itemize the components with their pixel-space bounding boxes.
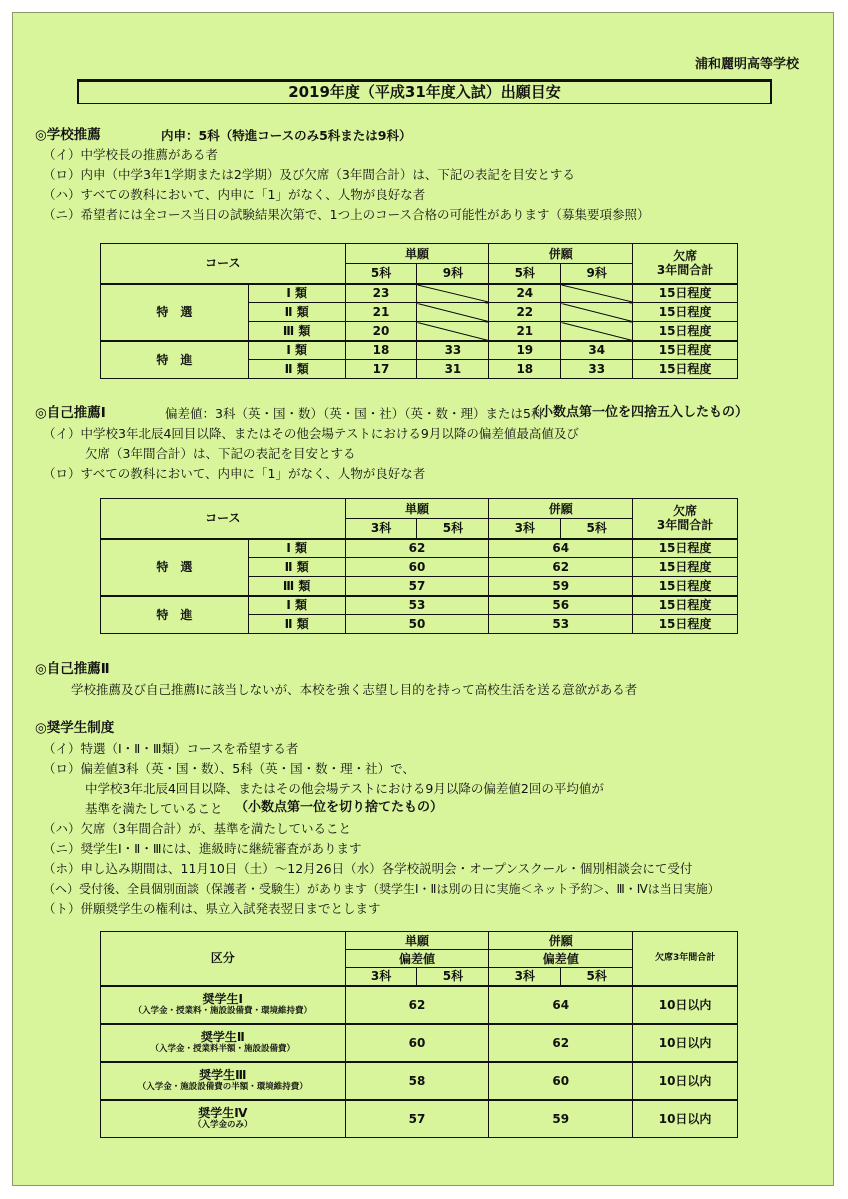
scholarship-tier: 奨学生Ⅲ （入学金・施設設備費の半額・環境維持費）: [101, 1062, 346, 1100]
table-cell: 60: [345, 1024, 489, 1062]
table-cell: 62: [345, 539, 489, 558]
table-cell: 15日程度: [633, 577, 738, 596]
table-cell: 18: [489, 360, 561, 379]
class-label: Ⅰ 類: [248, 341, 345, 360]
self-rec1-subject-note: 偏差値：3科（英・国・数）（英・国・社）（英・数・理）または5科: [165, 406, 544, 421]
class-label: Ⅲ 類: [248, 577, 345, 596]
scholarship-item: 基準を満たしていること: [85, 801, 223, 816]
scholarship-rounding: （小数点第一位を切り捨てたもの）: [235, 800, 444, 815]
col-sub: 5科: [561, 519, 633, 539]
col-sub: 5科: [417, 519, 489, 539]
self-rec2-text: 学校推薦及び自己推薦Ⅰに該当しないが、本校を強く志望し目的を持って高校生活を送る意欲がある者: [71, 682, 638, 697]
scholarship-tier: 奨学生Ⅱ （入学金・授業料半額・施設設備費）: [101, 1024, 346, 1062]
col-sub: 9科: [417, 264, 489, 284]
class-label: Ⅱ 類: [248, 615, 345, 634]
class-label: Ⅱ 類: [248, 360, 345, 379]
empty-cell: [417, 322, 489, 341]
table-cell: 62: [489, 558, 633, 577]
col-sub: 3科: [345, 519, 417, 539]
table-cell: 33: [561, 360, 633, 379]
table-cell: 15日程度: [633, 539, 738, 558]
scholarship-tier: 奨学生Ⅳ （入学金のみ）: [101, 1100, 346, 1138]
school-rec-item: （ハ）すべての教科において、内申に「1」がなく、人物が良好な者: [43, 187, 426, 202]
col-header-deviation: 偏差値: [489, 950, 633, 968]
table-cell: 62: [489, 1024, 633, 1062]
table-cell: 18: [345, 341, 417, 360]
table-cell: 33: [417, 341, 489, 360]
table-cell: 23: [345, 284, 417, 303]
table-cell: 60: [489, 1062, 633, 1100]
table-cell: 60: [345, 558, 489, 577]
school-rec-subject-note: 内申：5科（特進コースのみ5科または9科）: [161, 128, 412, 143]
table-cell: 15日程度: [633, 360, 738, 379]
self-rec1-item: 欠席（3年間合計）は、下記の表記を目安とする: [85, 446, 356, 461]
table-cell: 53: [345, 596, 489, 615]
col-header-combined: 併願: [489, 932, 633, 950]
scholarship-item: （ニ）奨学生Ⅰ・Ⅱ・Ⅲには、進級時に継続審査があります: [43, 841, 362, 856]
table-cell: 64: [489, 539, 633, 558]
table-cell: 57: [345, 1100, 489, 1138]
col-header-combined: 併願: [489, 499, 633, 519]
document-page: [12, 12, 834, 1186]
class-label: Ⅱ 類: [248, 303, 345, 322]
table-cell: 50: [345, 615, 489, 634]
scholarship-tier: 奨学生Ⅰ （入学金・授業料・施設設備費・環境維持費）: [101, 986, 346, 1024]
table-cell: 22: [489, 303, 561, 322]
col-sub: 3科: [345, 968, 417, 986]
school-rec-table: [100, 243, 738, 379]
table-cell: 24: [489, 284, 561, 303]
table-cell: 15日程度: [633, 303, 738, 322]
school-rec-item: （ニ）希望者には全コース当日の試験結果次第で、1つ上のコース合格の可能性があります（募集要項参照）: [43, 207, 650, 222]
table-cell: 58: [345, 1062, 489, 1100]
table-cell: 15日程度: [633, 615, 738, 634]
table-cell: 31: [417, 360, 489, 379]
col-header-division: 区分: [101, 932, 346, 986]
school-rec-heading: ◎学校推薦: [35, 127, 101, 143]
col-sub: 5科: [561, 968, 633, 986]
scholarship-item: （ハ）欠席（3年間合計）が、基準を満たしていること: [43, 821, 351, 836]
group-label: 特 選: [101, 539, 249, 596]
table-cell: 15日程度: [633, 322, 738, 341]
col-sub: 9科: [561, 264, 633, 284]
scholarship-item: 中学校3年北辰4回目以降、またはその他会場テストにおける9月以降の偏差値2回の平均値が: [85, 781, 604, 796]
table-cell: 19: [489, 341, 561, 360]
class-label: Ⅱ 類: [248, 558, 345, 577]
page-title: 2019年度（平成31年度入試）出願目安: [77, 79, 772, 104]
empty-cell: [561, 303, 633, 322]
scholarship-table: [100, 931, 738, 1138]
table-cell: 20: [345, 322, 417, 341]
table-cell: 64: [489, 986, 633, 1024]
table-cell: 10日以内: [633, 1100, 738, 1138]
school-rec-item: （ロ）内申（中学3年1学期または2学期）及び欠席（3年間合計）は、下記の表記を目安とする: [43, 167, 575, 182]
scholarship-heading: ◎奨学生制度: [35, 720, 115, 736]
scholarship-item: （ヘ）受付後、全員個別面談（保護者・受験生）があります（奨学生Ⅰ・Ⅱは別の日に実施＜ネット予約＞、Ⅲ・Ⅳは当日実施）: [43, 882, 720, 896]
empty-cell: [417, 303, 489, 322]
class-label: Ⅰ 類: [248, 284, 345, 303]
col-sub: 3科: [489, 968, 561, 986]
scholarship-item: （ロ）偏差値3科（英・国・数）、5科（英・国・数・理・社）で、: [43, 761, 415, 776]
self-rec1-item: （イ）中学校3年北辰4回目以降、またはその他会場テストにおける9月以降の偏差値最高値及び: [43, 426, 579, 441]
class-label: Ⅰ 類: [248, 539, 345, 558]
col-sub: 5科: [417, 968, 489, 986]
group-label: 特 進: [101, 596, 249, 634]
col-header-single: 単願: [345, 932, 489, 950]
table-cell: 56: [489, 596, 633, 615]
col-sub: 5科: [489, 264, 561, 284]
table-cell: 53: [489, 615, 633, 634]
empty-cell: [417, 284, 489, 303]
group-label: 特 選: [101, 284, 249, 341]
table-cell: 10日以内: [633, 1024, 738, 1062]
table-cell: 21: [489, 322, 561, 341]
table-cell: 59: [489, 1100, 633, 1138]
col-header-combined: 併願: [489, 244, 633, 264]
col-sub: 3科: [489, 519, 561, 539]
table-cell: 57: [345, 577, 489, 596]
table-cell: 15日程度: [633, 284, 738, 303]
scholarship-item: （ホ）申し込み期間は、11月10日（土）～12月26日（水）各学校説明会・オープンスクール・個別相談会にて受付: [43, 861, 693, 876]
scholarship-item: （ト）併願奨学生の権利は、県立入試発表翌日までとします: [43, 901, 381, 916]
empty-cell: [561, 322, 633, 341]
school-rec-item: （イ）中学校長の推薦がある者: [43, 147, 219, 162]
table-cell: 15日程度: [633, 341, 738, 360]
self-rec2-heading: ◎自己推薦Ⅱ: [35, 661, 110, 677]
table-cell: 10日以内: [633, 1062, 738, 1100]
col-header-course: コース: [101, 244, 346, 284]
col-header-absence: 欠席 3年間合計: [633, 499, 738, 539]
table-cell: 59: [489, 577, 633, 596]
class-label: Ⅰ 類: [248, 596, 345, 615]
col-header-absence: 欠席3年間合計: [633, 932, 738, 986]
table-cell: 17: [345, 360, 417, 379]
self-rec1-heading: ◎自己推薦Ⅰ: [35, 405, 106, 421]
self-rec1-item: （ロ）すべての教科において、内申に「1」がなく、人物が良好な者: [43, 466, 426, 481]
table-cell: 21: [345, 303, 417, 322]
self-rec1-rounding: （小数点第一位を四捨五入したもの）: [527, 405, 749, 420]
col-header-single: 単願: [345, 499, 489, 519]
col-header-course: コース: [101, 499, 346, 539]
empty-cell: [561, 284, 633, 303]
table-cell: 62: [345, 986, 489, 1024]
col-header-single: 単願: [345, 244, 489, 264]
class-label: Ⅲ 類: [248, 322, 345, 341]
col-header-absence: 欠席 3年間合計: [633, 244, 738, 284]
school-name: 浦和麗明高等学校: [694, 57, 799, 72]
col-header-deviation: 偏差値: [345, 950, 489, 968]
table-cell: 10日以内: [633, 986, 738, 1024]
scholarship-item: （イ）特選（Ⅰ・Ⅱ・Ⅲ類）コースを希望する者: [43, 741, 299, 756]
table-cell: 15日程度: [633, 596, 738, 615]
col-sub: 5科: [345, 264, 417, 284]
self-rec1-table: [100, 498, 738, 634]
group-label: 特 進: [101, 341, 249, 379]
table-cell: 15日程度: [633, 558, 738, 577]
table-cell: 34: [561, 341, 633, 360]
